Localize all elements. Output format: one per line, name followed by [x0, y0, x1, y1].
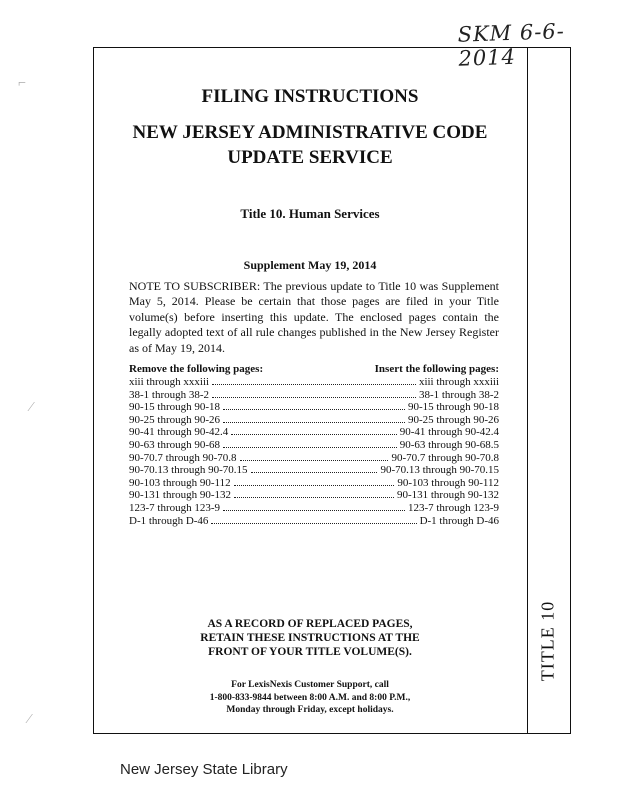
table-row: [129, 489, 499, 502]
pages-table-header: [129, 363, 499, 375]
handwritten-initials-date: SKM 6-6-2014: [457, 19, 566, 71]
table-row: [129, 439, 499, 452]
dot-leader: [234, 477, 395, 486]
supplement-date: Supplement May 19, 2014: [243, 258, 377, 272]
remove-pages: 90-131 through 90-132: [129, 489, 232, 502]
insert-pages: 90-70.13 through 90-70.15: [380, 464, 499, 477]
remove-pages: 90-15 through 90-18: [129, 401, 221, 414]
insert-pages: 90-15 through 90-18: [407, 401, 499, 414]
remove-pages: 123-7 through 123-9: [129, 501, 221, 514]
record-notice: [93, 617, 527, 659]
dot-leader: [251, 464, 378, 473]
insert-pages: 90-63 through 90-68.5: [399, 438, 499, 451]
insert-pages: D-1 through D-46: [419, 514, 499, 527]
scan-mark: ⌐: [18, 76, 26, 91]
dot-leader: [234, 489, 394, 498]
insert-pages: 90-70.7 through 90-70.8: [391, 451, 499, 464]
table-row: [129, 401, 499, 414]
record-line3: FRONT OF YOUR TITLE VOLUME(S).: [208, 646, 412, 658]
dot-leader: [223, 439, 397, 448]
pages-table: [129, 376, 499, 527]
dot-leader: [211, 515, 416, 524]
table-row: [129, 477, 499, 490]
record-line1: AS A RECORD OF REPLACED PAGES,: [207, 618, 413, 630]
remove-header: Remove the following pages:: [129, 363, 264, 375]
dot-leader: [212, 389, 416, 398]
remove-pages: 90-63 through 90-68: [129, 438, 221, 451]
insert-pages: 90-41 through 90-42.4: [399, 426, 499, 439]
remove-pages: 90-70.13 through 90-70.15: [129, 464, 248, 477]
table-row: [129, 464, 499, 477]
remove-pages: D-1 through D-46: [129, 514, 209, 527]
insert-pages: 90-25 through 90-26: [407, 413, 499, 426]
remove-pages: 90-41 through 90-42.4: [129, 426, 229, 439]
filing-instructions-heading: FILING INSTRUCTIONS: [201, 86, 419, 107]
support-line2: 1-800-833-9844 between 8:00 A.M. and 8:00 P.M.,: [209, 692, 411, 703]
tab-label: TITLE 10: [537, 600, 558, 682]
remove-pages: 90-70.7 through 90-70.8: [129, 451, 237, 464]
remove-pages: 38-1 through 38-2: [129, 388, 210, 401]
insert-pages: 38-1 through 38-2: [418, 388, 499, 401]
support-line3: Monday through Friday, except holidays.: [226, 705, 394, 715]
title-subheading: Title 10. Human Services: [240, 206, 380, 221]
service-heading-line1: NEW JERSEY ADMINISTRATIVE CODE: [132, 122, 488, 143]
service-heading-line2: UPDATE SERVICE: [227, 147, 393, 168]
dot-leader: [223, 401, 405, 410]
table-row: [129, 515, 499, 528]
remove-pages: xiii through xxxiii: [129, 376, 210, 388]
insert-pages: 90-131 through 90-132: [396, 489, 499, 502]
scan-mark: ⁄: [30, 400, 33, 415]
dot-leader: [223, 414, 405, 423]
table-row: [129, 452, 499, 465]
support-line1: For LexisNexis Customer Support, call: [231, 680, 389, 690]
service-heading: [93, 120, 527, 170]
record-line2: RETAIN THESE INSTRUCTIONS AT THE: [200, 632, 420, 644]
scan-mark: ⁄: [28, 712, 31, 727]
subscriber-note: NOTE TO SUBSCRIBER: The previous update to Title 10 was Supplement May 5, 2014. Please be certain that those pages are filed in your Title volume(s) before inserting this update. The enclosed pages contain the legally adopted text of all rule changes published in the New Jersey Register as of May 19, 2014.: [129, 279, 499, 355]
dot-leader: [231, 426, 396, 435]
remove-pages: 90-25 through 90-26: [129, 413, 221, 426]
library-stamp: New Jersey State Library: [120, 761, 288, 778]
table-row: [129, 502, 499, 515]
insert-pages: 90-103 through 90-112: [397, 476, 499, 489]
table-row: [129, 426, 499, 439]
insert-pages: 123-7 through 123-9: [407, 501, 499, 514]
table-row: [129, 389, 499, 402]
customer-support-info: [93, 679, 527, 717]
insert-pages: xiii through xxxiii: [418, 376, 499, 388]
dot-leader: [212, 376, 416, 385]
table-row: [129, 414, 499, 427]
dot-leader: [240, 452, 389, 461]
dot-leader: [223, 502, 405, 511]
table-row: [129, 376, 499, 389]
insert-header: Insert the following pages:: [374, 363, 499, 375]
remove-pages: 90-103 through 90-112: [129, 476, 231, 489]
